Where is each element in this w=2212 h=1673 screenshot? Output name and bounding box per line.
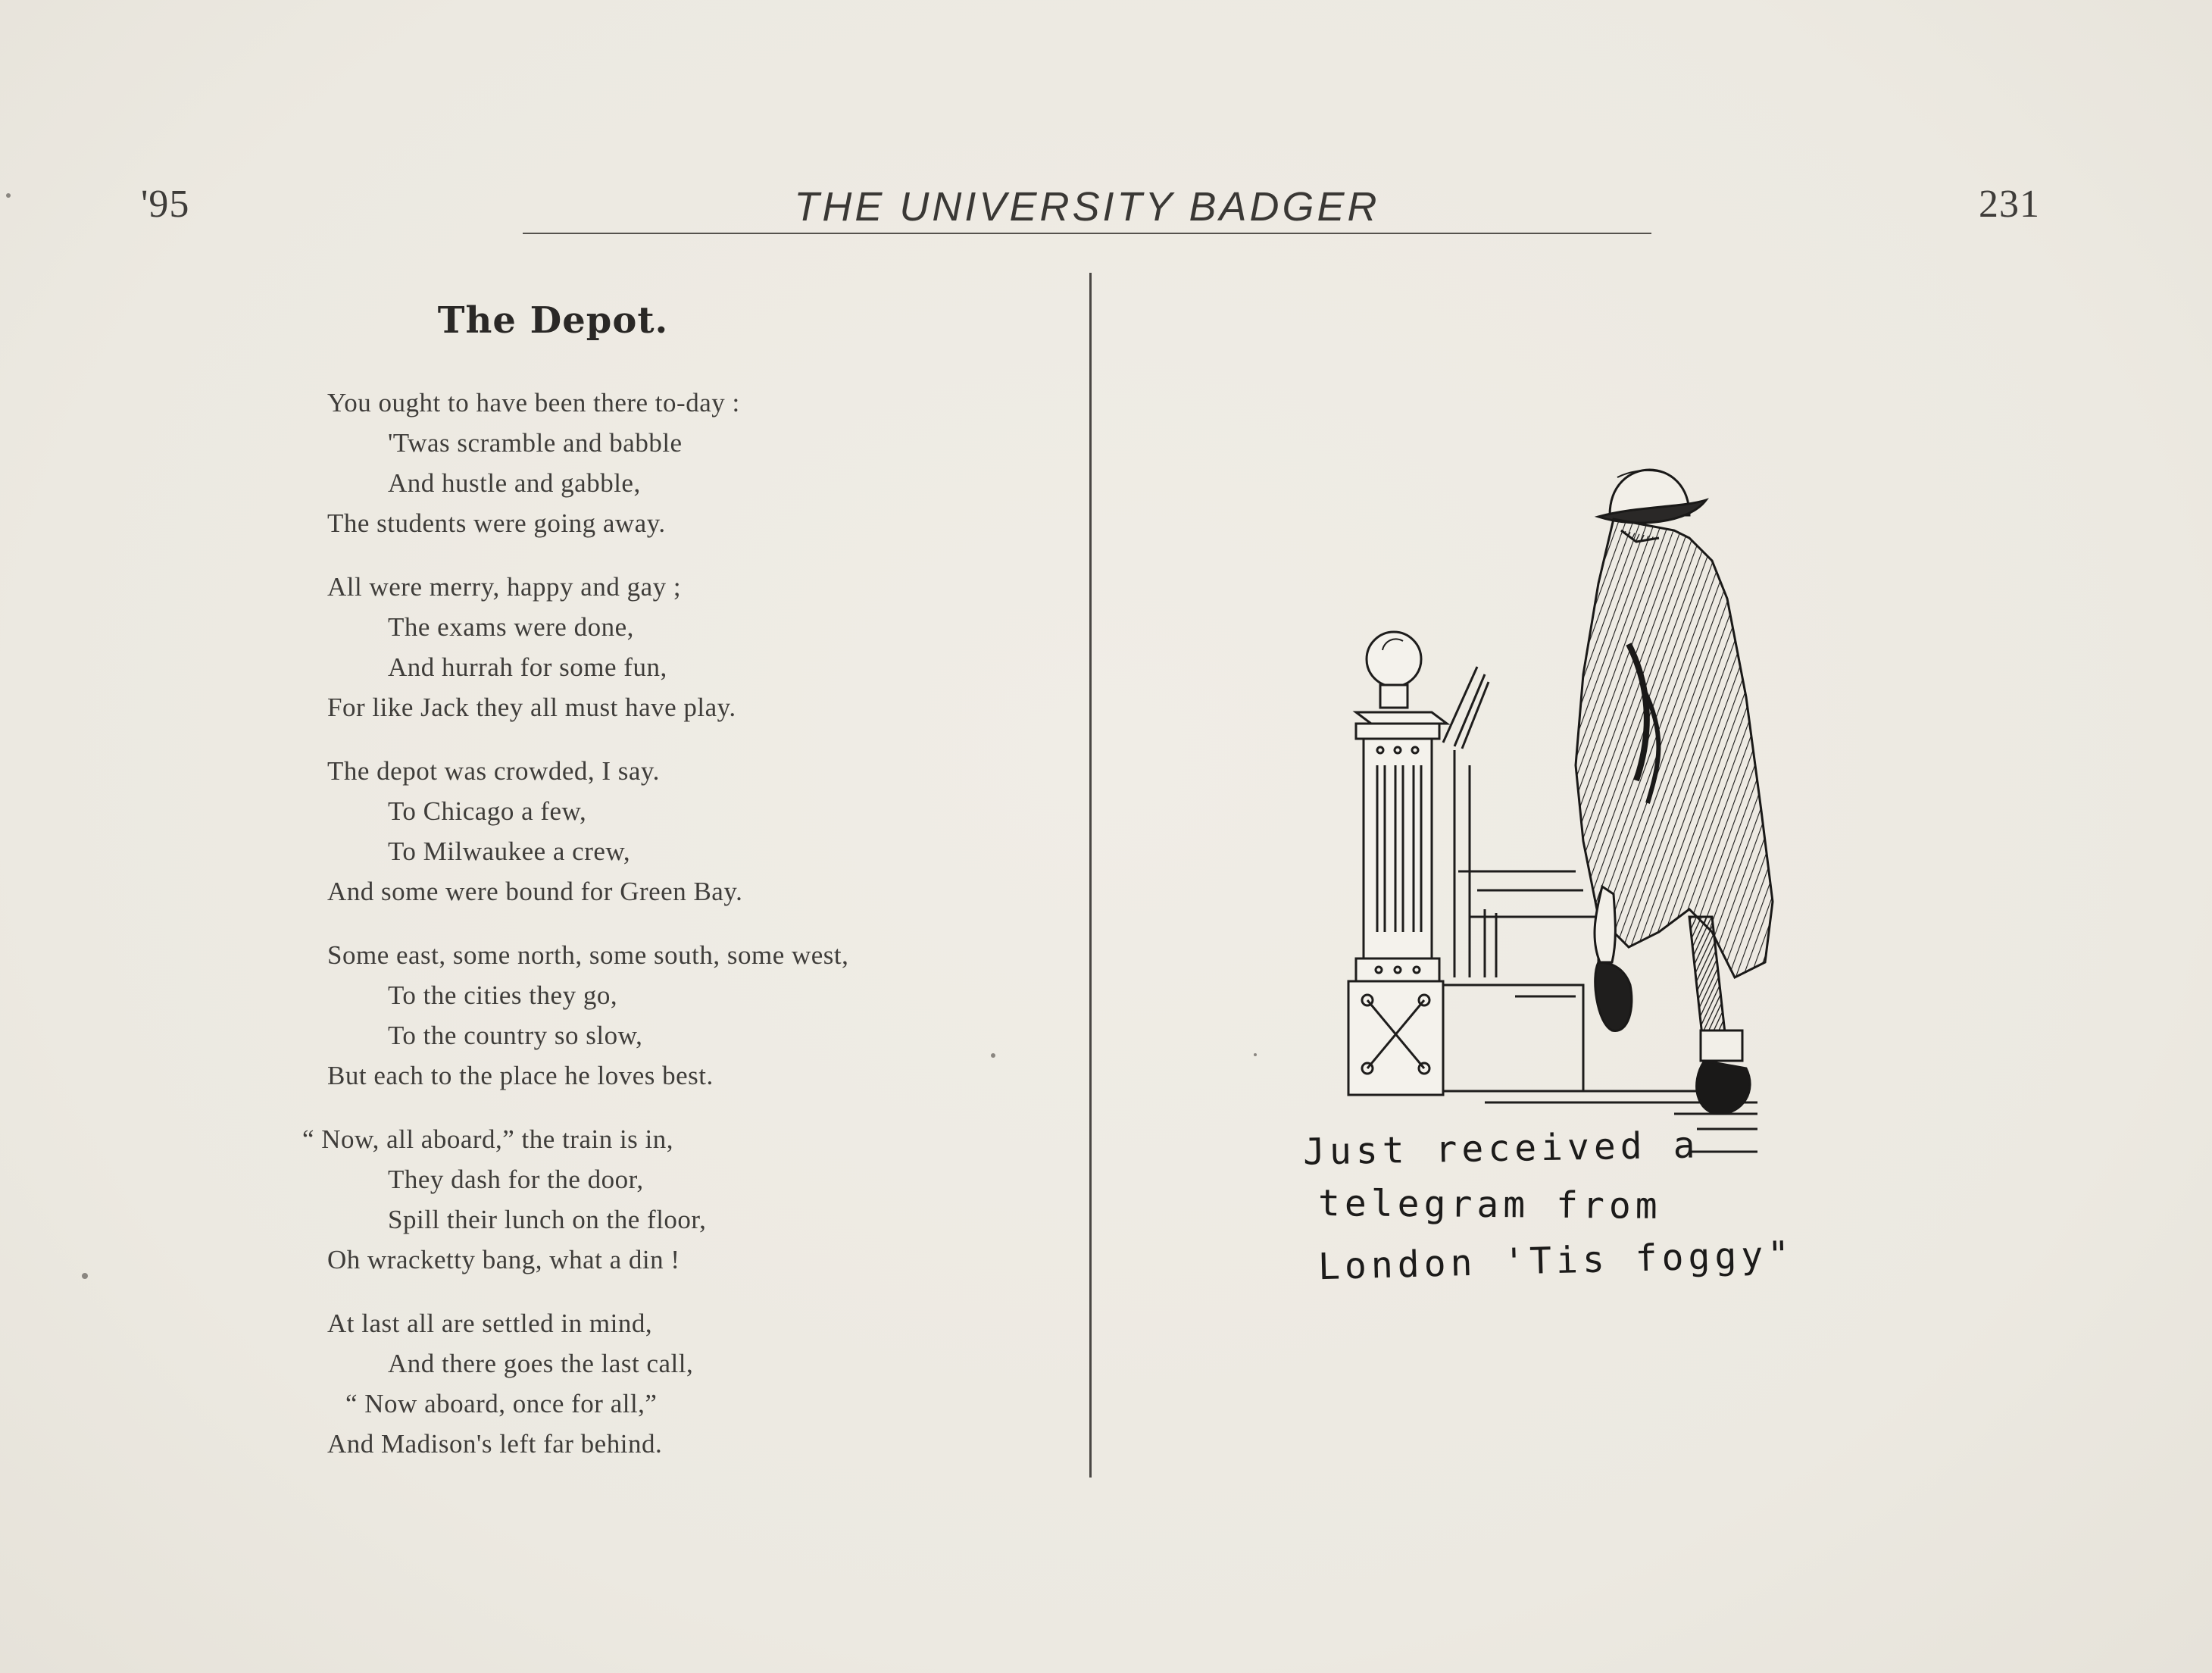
poem-line: The depot was crowded, I say. (327, 756, 660, 786)
poem-line: All were merry, happy and gay ; (327, 572, 682, 602)
poem-line: And some were bound for Green Bay. (327, 877, 743, 906)
paper-speck (991, 1053, 995, 1058)
poem-line: And Madison's left far behind. (327, 1429, 663, 1459)
poem-line: Some east, some north, some south, some west, (327, 940, 849, 970)
poem-title: The Depot. (437, 299, 669, 342)
caption-line: Just received a (1302, 1124, 1700, 1174)
poem-line: And hustle and gabble, (388, 468, 641, 498)
stanza (302, 1119, 848, 1280)
header-rule (523, 233, 1651, 234)
poem-line: “ Now, all aboard,” the train is in, (302, 1124, 674, 1154)
paper-speck (1254, 1053, 1257, 1056)
newel-post (1348, 632, 1447, 1095)
poem-line: “ Now aboard, once for all,” (345, 1389, 658, 1418)
header-year: '95 (141, 183, 190, 226)
banister (1443, 667, 1489, 977)
poem-body (302, 383, 849, 1487)
poem-line: The exams were done, (388, 612, 634, 642)
stanza (327, 935, 848, 1096)
poem-line: To Milwaukee a crew, (388, 836, 631, 866)
stanza (327, 567, 848, 727)
stanza (327, 1303, 848, 1464)
caption-line: telegram from (1317, 1182, 1662, 1227)
caption-line: London 'Tis foggy" (1317, 1233, 1795, 1289)
poem-line: To Chicago a few, (388, 796, 587, 826)
running-title: THE UNIVERSITY BADGER (794, 184, 1380, 230)
paper-speck (82, 1273, 88, 1279)
poem-line: Oh wracketty bang, what a din ! (327, 1245, 680, 1274)
poem-line: For like Jack they all must have play. (327, 693, 736, 722)
poem-line: And hurrah for some fun, (388, 652, 667, 682)
poem-line: To the cities they go, (388, 980, 618, 1010)
poem-line: You ought to have been there to-day : (327, 388, 740, 417)
poem-line: 'Twas scramble and babble (388, 428, 683, 458)
paper-speck (6, 193, 11, 198)
poem-line: At last all are settled in mind, (327, 1309, 653, 1338)
column-divider (1089, 273, 1092, 1478)
poem-line: The students were going away. (327, 508, 666, 538)
stanza (327, 383, 848, 543)
poem-line: Spill their lunch on the floor, (388, 1205, 707, 1234)
stanza (327, 751, 848, 912)
poem-line: But each to the place he loves best. (327, 1061, 714, 1090)
poem-line: To the country so slow, (388, 1021, 643, 1050)
bowler-hat (1598, 470, 1706, 523)
poem-line: And there goes the last call, (388, 1349, 694, 1378)
page-number: 231 (1979, 183, 2040, 226)
poem-line: They dash for the door, (388, 1165, 644, 1194)
